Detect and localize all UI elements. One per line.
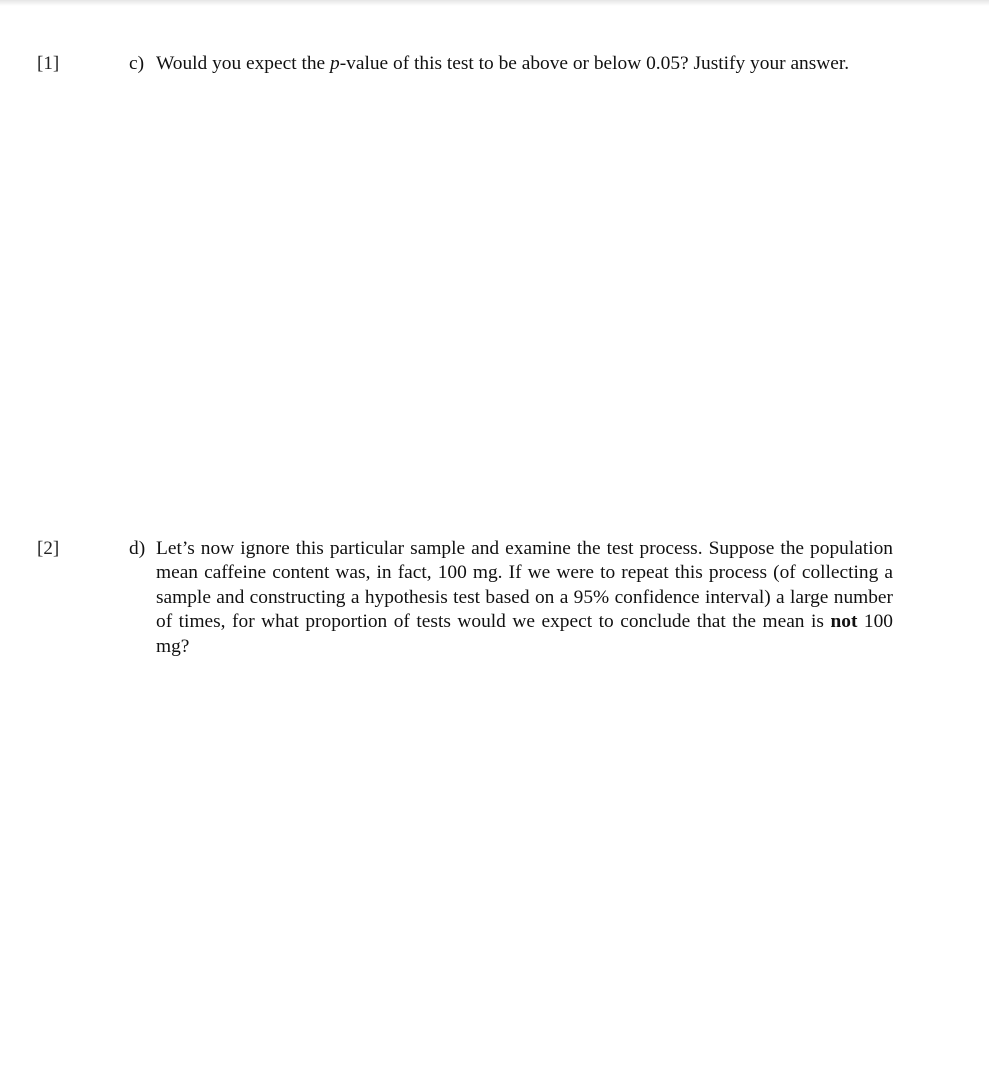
question-text-part: Let’s now ignore this particular sample and examine the test process. Suppose the population mean caffeine content was, in fact, 100 mg. If we were to repeat this process (of collecting a sample and constructing a hypothesis test based on a 95% confidence interval) a large number of times, for what proportion of tests would we expect to conclude that the mean is xyxy=(156,538,893,633)
marks-label: [1] xyxy=(37,53,60,74)
question-letter: c) xyxy=(129,53,145,74)
marks-label: [2] xyxy=(37,538,60,559)
question-letter: d) xyxy=(129,538,146,559)
question-text-part: 100 mg? xyxy=(156,611,894,657)
italic-term: p xyxy=(330,53,340,74)
question-text-part: -value of this test to be above or below 0.05? Justify your answer. xyxy=(339,53,850,74)
bold-term: not xyxy=(830,611,858,633)
question-text-part: Would you expect the xyxy=(156,53,330,74)
question-text xyxy=(129,537,894,659)
page-top-edge xyxy=(0,0,989,6)
question-text xyxy=(129,52,893,76)
